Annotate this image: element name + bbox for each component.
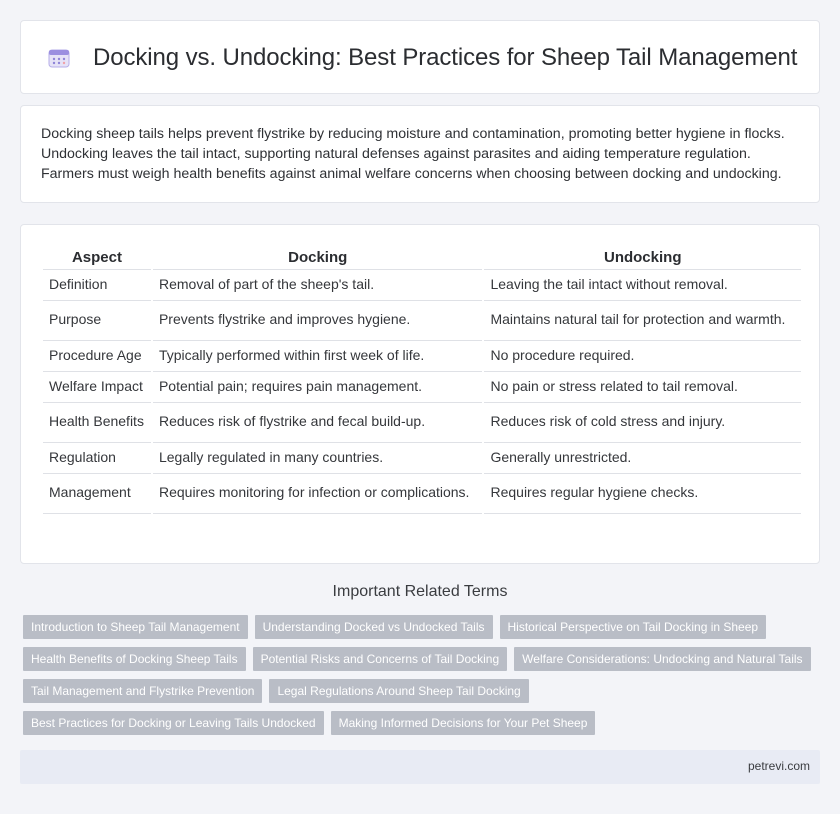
- table-row: [42, 269, 801, 300]
- summary-card: [20, 105, 820, 203]
- related-terms-heading: Important Related Terms: [332, 583, 508, 600]
- related-term-tag[interactable]: Potential Risks and Concerns of Tail Docking: [253, 647, 508, 671]
- calendar-icon: [48, 48, 70, 68]
- column-header-undocking: Undocking: [483, 245, 801, 269]
- related-terms-list: [23, 615, 823, 743]
- undocking-cell: No procedure required.: [483, 340, 801, 371]
- column-header-docking: Docking: [152, 245, 484, 269]
- related-term-tag[interactable]: Health Benefits of Docking Sheep Tails: [23, 647, 246, 671]
- related-term-tag[interactable]: Welfare Considerations: Undocking and Natural Tails: [514, 647, 810, 671]
- tag-row: [23, 679, 823, 703]
- table-header-row: [42, 245, 801, 269]
- aspect-cell: Purpose: [42, 300, 152, 340]
- aspect-cell: Health Benefits: [42, 402, 152, 442]
- related-term-tag[interactable]: Best Practices for Docking or Leaving Tails Undocked: [23, 711, 324, 735]
- undocking-cell: Reduces risk of cold stress and injury.: [483, 402, 801, 442]
- docking-cell: Removal of part of the sheep's tail.: [152, 269, 484, 300]
- footer-site-link[interactable]: petrevi.com: [747, 759, 810, 773]
- table-row: [42, 340, 801, 371]
- undocking-cell: Maintains natural tail for protection and warmth.: [483, 300, 801, 340]
- related-term-tag[interactable]: Tail Management and Flystrike Prevention: [23, 679, 262, 703]
- related-term-tag[interactable]: Understanding Docked vs Undocked Tails: [255, 615, 493, 639]
- comparison-card: [20, 224, 820, 564]
- footer: [20, 750, 820, 784]
- docking-cell: Legally regulated in many countries.: [152, 442, 484, 473]
- docking-cell: Potential pain; requires pain management.: [152, 371, 484, 402]
- aspect-cell: Management: [42, 473, 152, 513]
- aspect-cell: Definition: [42, 269, 152, 300]
- undocking-cell: Leaving the tail intact without removal.: [483, 269, 801, 300]
- undocking-cell: Requires regular hygiene checks.: [483, 473, 801, 513]
- column-header-aspect: Aspect: [42, 245, 152, 269]
- tag-row: [23, 615, 823, 639]
- docking-cell: Prevents flystrike and improves hygiene.: [152, 300, 484, 340]
- aspect-cell: Welfare Impact: [42, 371, 152, 402]
- header-card: [20, 20, 820, 94]
- docking-cell: Reduces risk of flystrike and fecal build-up.: [152, 402, 484, 442]
- related-term-tag[interactable]: Legal Regulations Around Sheep Tail Docking: [269, 679, 528, 703]
- related-term-tag[interactable]: Historical Perspective on Tail Docking in Sheep: [500, 615, 767, 639]
- page-title: Docking vs. Undocking: Best Practices for Sheep Tail Management: [93, 44, 798, 71]
- aspect-cell: Procedure Age: [42, 340, 152, 371]
- tag-row: [23, 711, 823, 735]
- table-row: [42, 442, 801, 473]
- tag-row: [23, 647, 823, 671]
- aspect-cell: Regulation: [42, 442, 152, 473]
- table-row: [42, 371, 801, 402]
- undocking-cell: Generally unrestricted.: [483, 442, 801, 473]
- docking-cell: Requires monitoring for infection or complications.: [152, 473, 484, 513]
- summary-text: Docking sheep tails helps prevent flystrike by reducing moisture and contamination, promoting better hygiene in flocks. Undocking leaves the tail intact, supporting natural defenses against parasites and aiding temperature regulation. Farmers must weigh health benefits against animal welfare concerns when choosing between docking and undocking.: [41, 126, 785, 182]
- related-term-tag[interactable]: Introduction to Sheep Tail Management: [23, 615, 248, 639]
- docking-cell: Typically performed within first week of life.: [152, 340, 484, 371]
- comparison-table: [41, 245, 801, 514]
- table-row: [42, 473, 801, 513]
- table-row: [42, 300, 801, 340]
- undocking-cell: No pain or stress related to tail removal.: [483, 371, 801, 402]
- table-row: [42, 402, 801, 442]
- related-term-tag[interactable]: Making Informed Decisions for Your Pet Sheep: [331, 711, 596, 735]
